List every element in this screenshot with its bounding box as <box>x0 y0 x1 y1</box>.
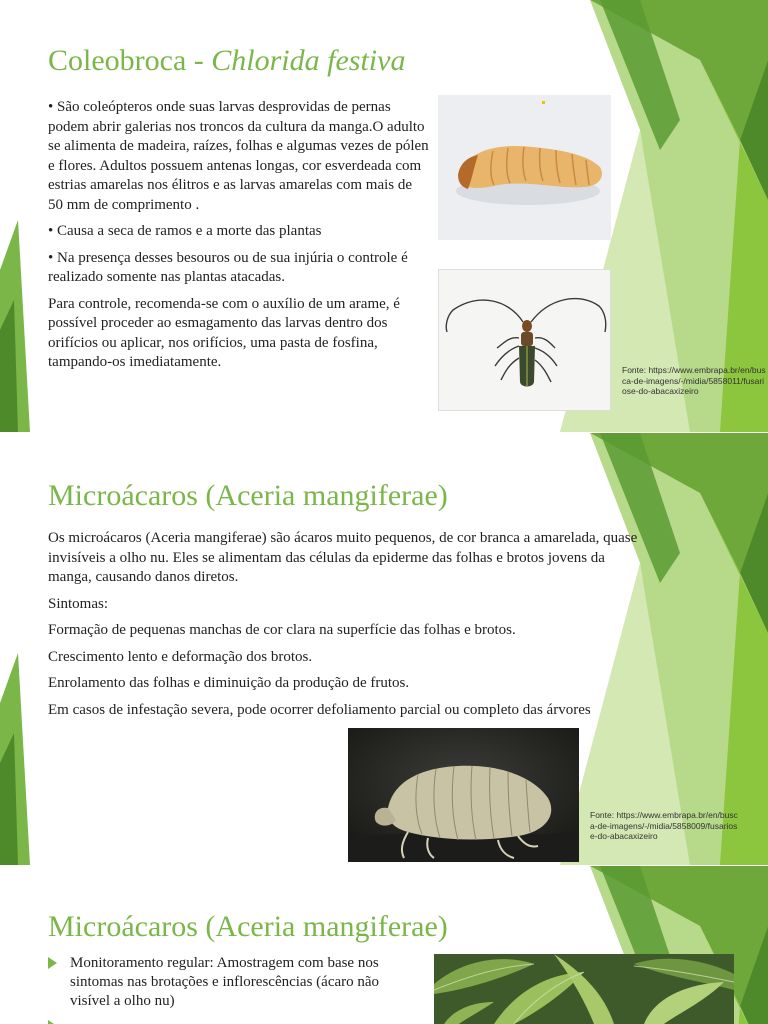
beetle-photo <box>438 269 611 411</box>
paragraph: Crescimento lento e deformação dos brotos. <box>48 648 313 665</box>
slide-body-text <box>48 529 648 727</box>
slide-title: Coleobroca - Chlorida festiva <box>48 44 406 77</box>
larva-photo <box>438 95 611 240</box>
paragraph: Sintomas: <box>48 595 109 612</box>
image-source-caption: Fonte: https://www.embrapa.br/en/busca-de-imagens/-/midia/5858009/fusariose-do-abacaxizeiro <box>590 810 738 841</box>
slide-title: Microácaros (Aceria mangiferae) <box>48 910 448 943</box>
bullet-arrow-icon <box>48 957 57 969</box>
image-source-caption: Fonte: https://www.embrapa.br/en/busca-de-imagens/-/midia/5858011/fusariose-do-abacaxizeiro <box>622 365 766 396</box>
paragraph: Os microácaros (Aceria mangiferae) são ácaros muito pequenos, de cor branca a amarelada, quase invisíveis a olho nu. Eles se alimentam das células da epiderme das folhas e brotos jovens da manga, causando danos diretos. <box>48 530 638 585</box>
slide-microacaros <box>0 433 768 865</box>
paragraph: Para controle, recomenda-se com o auxílio de um arame, é possível proceder ao esmagamento das larvas dentro dos orifícios ou aplicar, nos orifícios, uma pasta de fosfina, tampando-os imediatamente. <box>48 295 400 370</box>
slide-body-text <box>48 98 430 380</box>
bullet-arrow-icon <box>48 1020 57 1024</box>
paragraph: Em casos de infestação severa, pode ocorrer defoliamento parcial ou completo das árvores <box>48 701 591 718</box>
paragraph: • São coleópteros onde suas larvas desprovidas de pernas podem abrir galerias nos troncos da cultura da manga.O adulto se alimenta de madeira, raízes, folhas e algumas vezes de pólen e flores. Adultos possuem antenas longas, cor esverdeada com estrias amarelas nos élitros e as larvas amarelas com mais de 50 mm de comprimento . <box>48 99 429 213</box>
bullet-list <box>48 954 418 1024</box>
slide-title: Microácaros (Aceria mangiferae) <box>48 479 448 512</box>
list-item <box>48 1017 418 1024</box>
list-item: Monitoramento regular: Amostragem com base nos sintomas nas brotações e inflorescências (ácaro não visível a olho nu) <box>48 954 418 1011</box>
mango-leaves-photo <box>434 954 734 1024</box>
slide-coleobroca <box>0 0 768 432</box>
slide-microacaros-controle <box>0 866 768 1024</box>
paragraph: • Na presença desses besouros ou de sua injúria o controle é realizado somente nas plantas atacadas. <box>48 249 408 285</box>
paragraph: Enrolamento das folhas e diminuição da produção de frutos. <box>48 675 410 691</box>
paragraph: Formação de pequenas manchas de cor clara na superfície das folhas e brotos. <box>48 622 516 638</box>
paragraph: • Causa a seca de ramos e a morte das plantas <box>48 223 322 239</box>
mite-micrograph-photo <box>348 728 579 862</box>
